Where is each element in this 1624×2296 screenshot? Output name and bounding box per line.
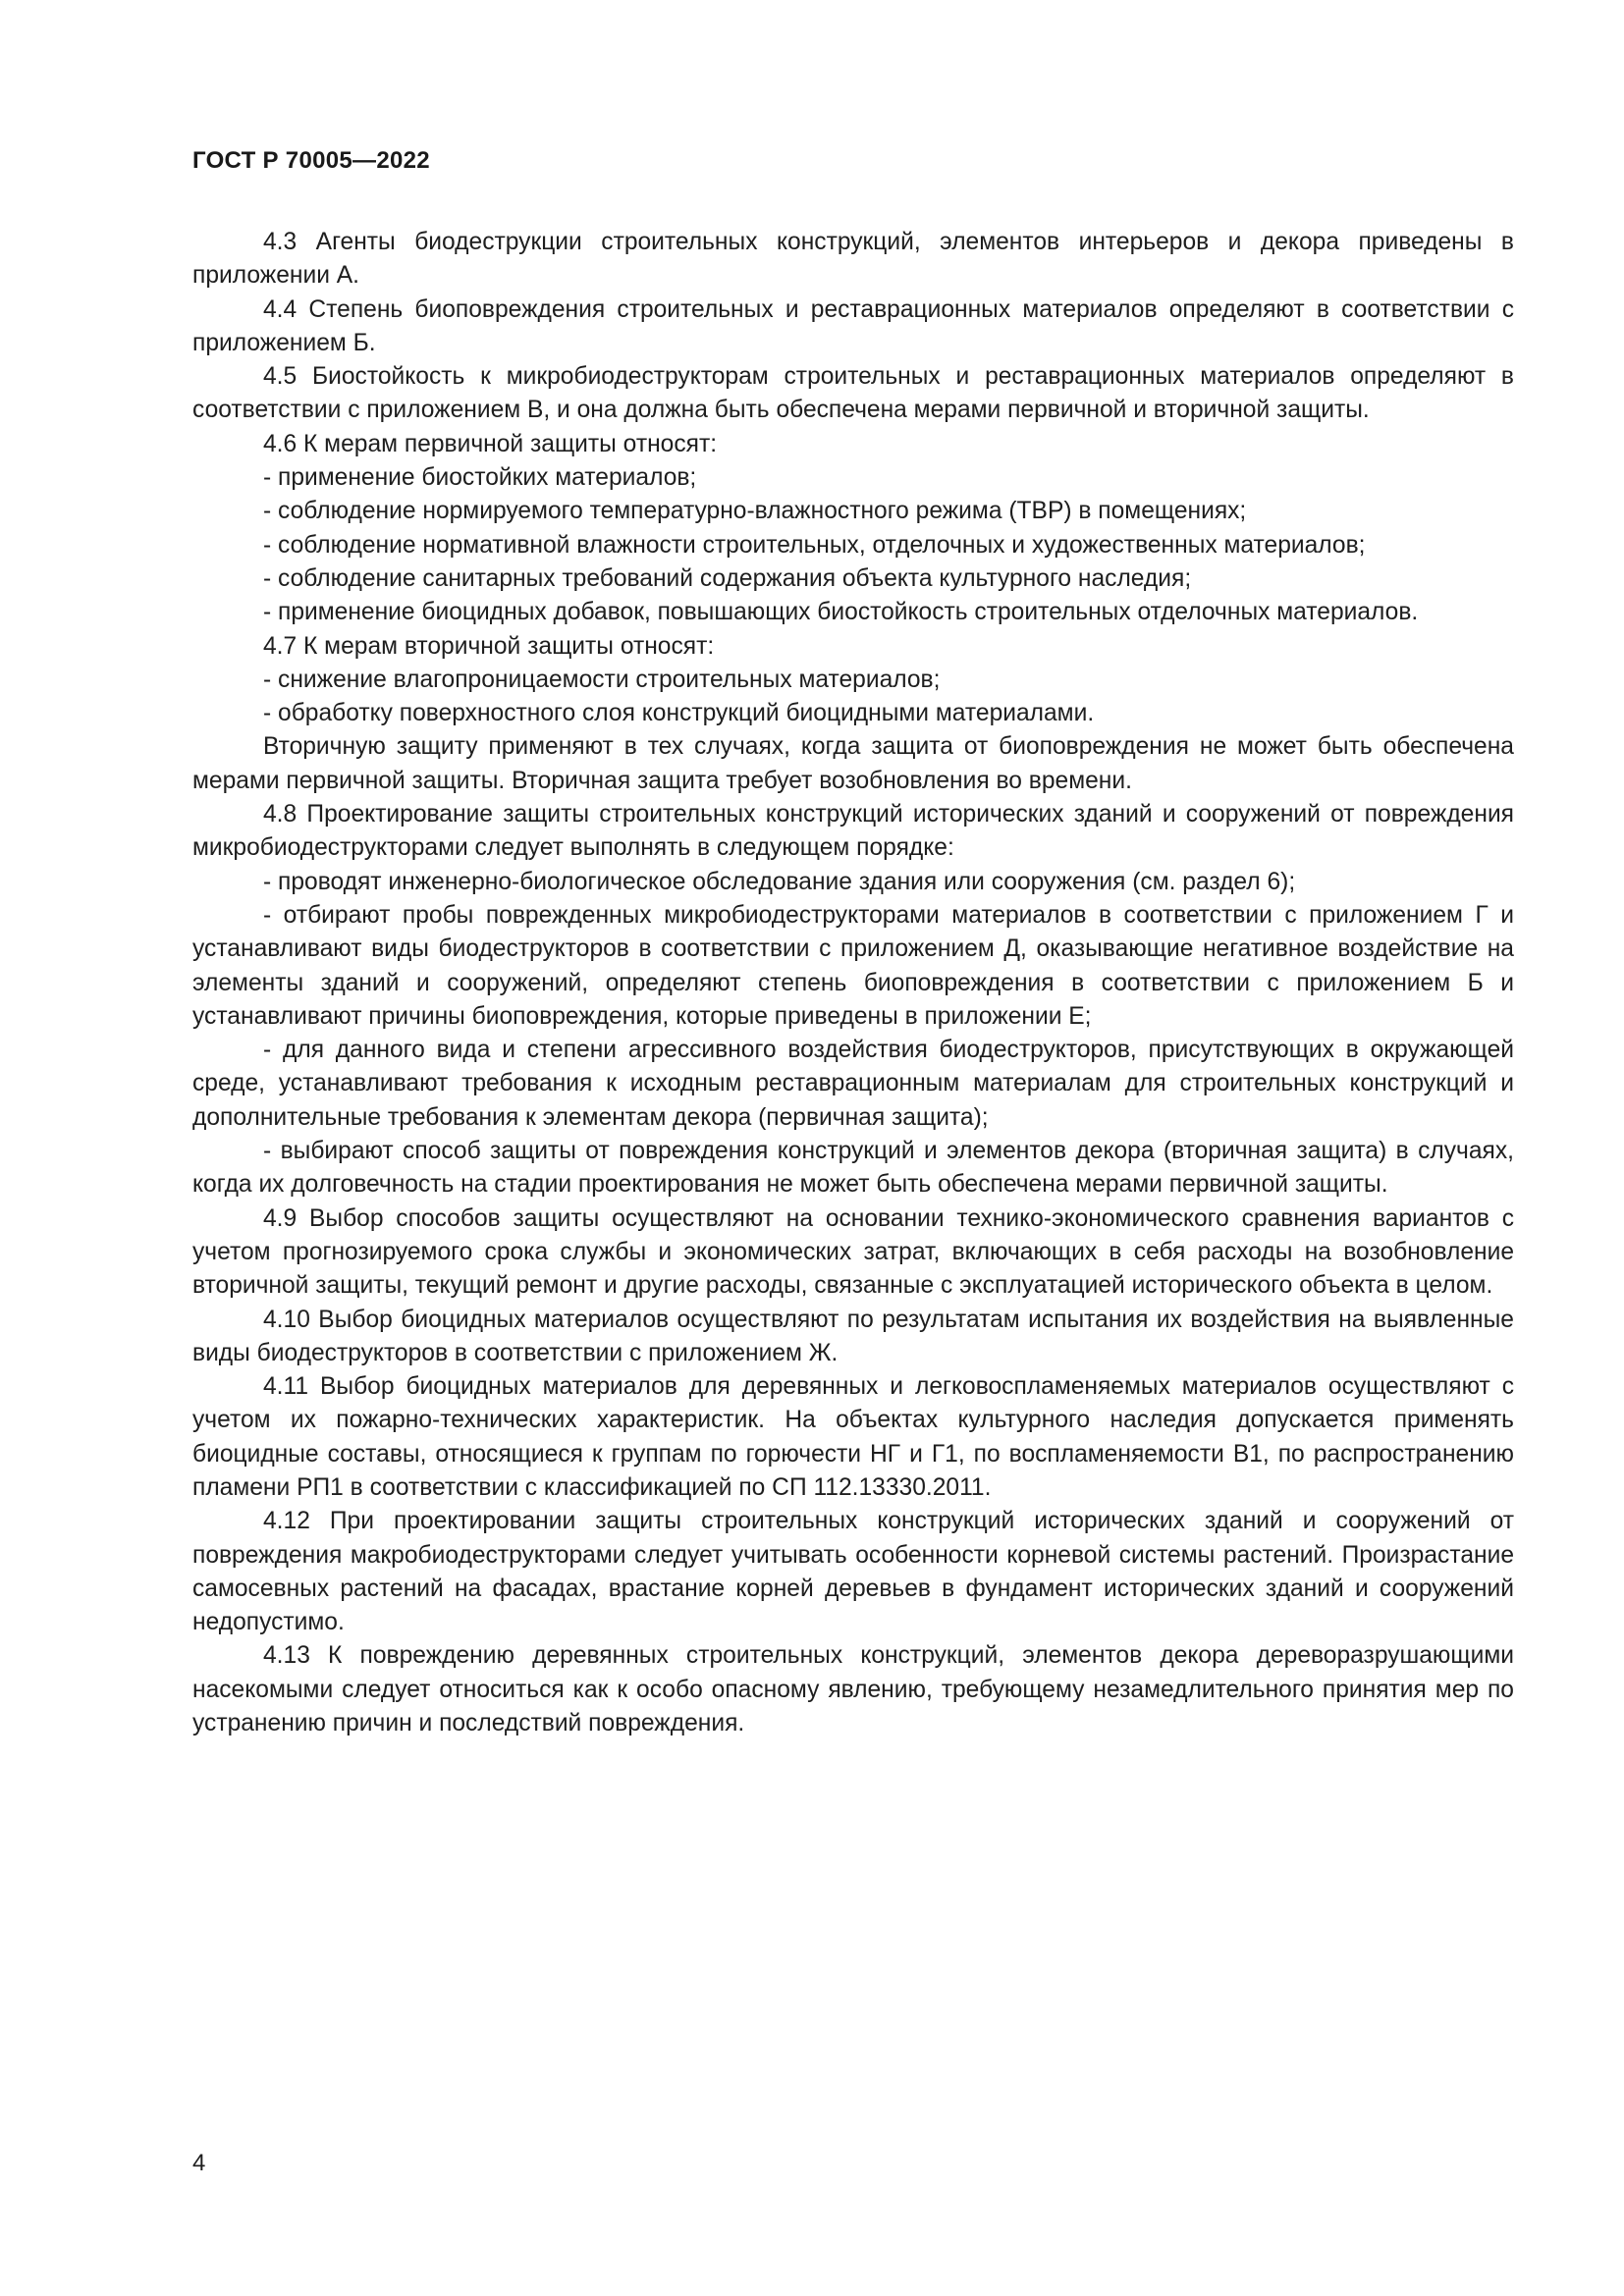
paragraph-4-3: 4.3 Агенты биодеструкции строительных конструкций, элементов интерьеров и декора приведены в приложении А. (192, 229, 1514, 290)
document-header-code: ГОСТ Р 70005—2022 (192, 147, 430, 174)
page-number: 4 (192, 2150, 206, 2176)
list-item: - соблюдение санитарных требований содержания объекта культурного наследия; (263, 564, 1192, 592)
paragraph-4-12: 4.12 При проектировании защиты строительных конструкций исторических зданий и сооружений от повреждения макробиодеструкторами следует учитывать особенности корневой системы растений. Произрастание самосевных растений на фасадах, врастание корней деревьев в фундамент исторических зданий и сооружений недопустимо. (192, 1508, 1514, 1636)
list-item: - проводят инженерно-биологическое обследование здания или сооружения (см. раздел 6); (263, 868, 1296, 895)
paragraph-4-13: 4.13 К повреждению деревянных строительных конструкций, элементов декора дереворазрушающими насекомыми следует относиться как к особо опасному явлению, требующему незамедлительного принятия мер по устранению причин и последствий повреждения. (192, 1642, 1514, 1737)
list-item: - выбирают способ защиты от повреждения конструкций и элементов декора (вторичная защита) в случаях, когда их долговечность на стадии проектирования не может быть обеспечена мерами первичной защиты. (192, 1138, 1514, 1199)
list-item: - соблюдение нормируемого температурно-влажностного режима (ТВР) в помещениях; (263, 498, 1247, 525)
paragraph-secondary-protection: Вторичную защиту применяют в тех случаях, когда защита от биоповреждения не может быть обеспечена мерами первичной защиты. Вторичная защита требует возобновления во времени. (192, 733, 1514, 794)
paragraph-4-8: 4.8 Проектирование защиты строительных конструкций исторических зданий и сооружений от повреждения микробиодеструкторами следует выполнять в следующем порядке: (192, 801, 1514, 862)
paragraph-4-4: 4.4 Степень биоповреждения строительных и реставрационных материалов определяют в соответствии с приложением Б. (192, 295, 1514, 356)
list-item: - соблюдение нормативной влажности строительных, отделочных и художественных материалов; (263, 531, 1366, 559)
paragraph-4-11: 4.11 Выбор биоцидных материалов для деревянных и легковоспламеняемых материалов осуществляют с учетом их пожарно-технических характеристик. На объектах культурного наследия допускается применять биоцидные составы, относящиеся к группам по горючести НГ и Г1, по воспламеняемости В1, по распространению пламени РП1 в соответствии с классификацией по СП 112.13330.2011. (192, 1373, 1514, 1501)
paragraph-4-9: 4.9 Выбор способов защиты осуществляют на основании технико-экономического сравнения вариантов с учетом прогнозируемого срока службы и экономических затрат, включающих в себя расходы на возобновление вторичной защиты, текущий ремонт и другие расходы, связанные с эксплуатацией исторического объекта в целом. (192, 1204, 1514, 1300)
list-item: - применение биостойких материалов; (263, 464, 697, 492)
list-item: - отбирают пробы поврежденных микробиодеструкторами материалов в соответствии с приложением Г и устанавливают виды биодеструкторов в соответствии с приложением Д, оказывающие негативное воздействие на элементы зданий и сооружений, определяют степень биоповреждения в соответствии с приложением Б и устанавливают причины биоповреждения, которые приведены в приложении Е; (192, 901, 1514, 1030)
list-item: - для данного вида и степени агрессивного воздействия биодеструкторов, присутствующих в окружающей среде, устанавливают требования к исходным реставрационным материалам для строительных конструкций и дополнительные требования к элементам декора (первичная защита); (192, 1037, 1514, 1131)
paragraph-4-10: 4.10 Выбор биоцидных материалов осуществляют по результатам испытания их воздействия на выявленные виды биодеструкторов в соответствии с приложением Ж. (192, 1306, 1514, 1366)
list-item: - обработку поверхностного слоя конструкций биоцидными материалами. (263, 700, 1095, 727)
list-item: - снижение влагопроницаемости строительных материалов; (263, 666, 941, 693)
list-item: - применение биоцидных добавок, повышающих биостойкость строительных отделочных материалов. (263, 599, 1419, 626)
paragraph-4-7: 4.7 К мерам вторичной защиты относят: (263, 632, 715, 660)
paragraph-4-6: 4.6 К мерам первичной защиты относят: (263, 430, 718, 457)
paragraph-4-5: 4.5 Биостойкость к микробиодеструкторам строительных и реставрационных материалов определяют в соответствии с приложением В, и она должна быть обеспечена мерами первичной и вторичной защиты. (192, 363, 1514, 424)
document-body (192, 226, 1514, 1740)
